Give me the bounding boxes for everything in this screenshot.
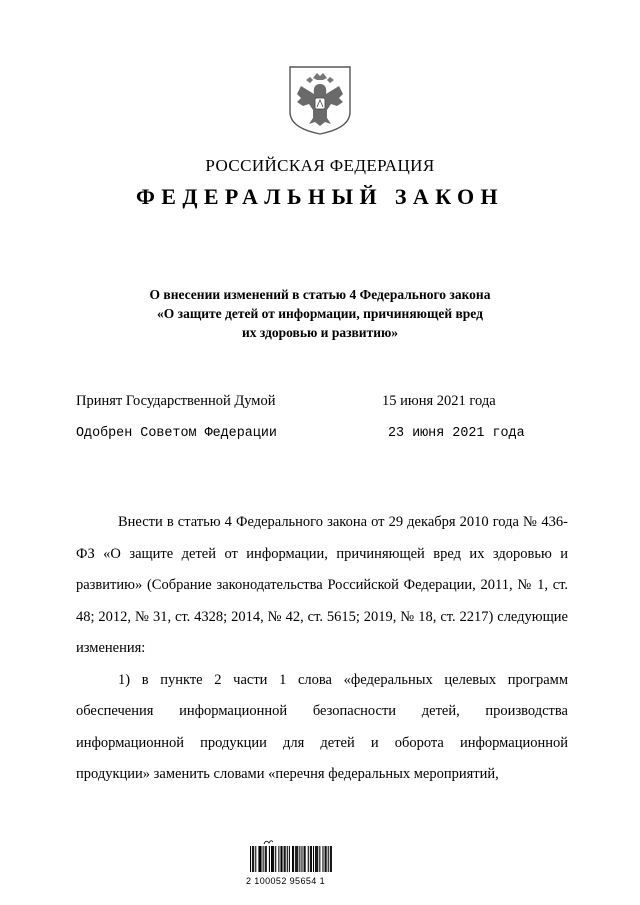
duma-adoption-label: Принят Государственной Думой bbox=[76, 393, 276, 409]
law-title bbox=[80, 285, 560, 342]
council-approval-label: Одобрен Советом Федерации bbox=[76, 426, 277, 441]
barcode bbox=[250, 838, 332, 877]
council-approval-date: 23 июня 2021 года bbox=[388, 426, 525, 441]
item-1-paragraph: 1) в пункте 2 части 1 слова «федеральных целевых программ обеспечения информационной безопасности детей, производства информационной продукции для детей и оборота информационной продукции» заменить словами «перечня федеральных мероприятий, bbox=[76, 671, 568, 782]
barcode-number: 2 100052 95654 1 bbox=[246, 876, 325, 886]
intro-paragraph: Внести в статью 4 Федерального закона от 29 декабря 2010 года № 436-ФЗ «О защите детей от информации, причиняющей вред их здоровью и развитию» (Собрание законодательства Российской Федерации, 2011, № 1, ст. 48; 2012, № 31, ст. 4328; 2014, № 42, ст. 5615; 2019, № 18, ст. 2217) следующие изменения: bbox=[76, 514, 568, 656]
barcode-icon bbox=[250, 838, 332, 872]
law-title-line-2: «О защите детей от информации, причиняющей вред bbox=[157, 306, 483, 321]
document-type: ФЕДЕРАЛЬНЫЙ ЗАКОН bbox=[135, 184, 505, 209]
law-title-line-3: их здоровью и развитию» bbox=[241, 325, 399, 340]
state-emblem-icon bbox=[287, 64, 353, 136]
law-title-line-1: О внесении изменений в статью 4 Федерального закона bbox=[149, 287, 491, 302]
law-body bbox=[76, 507, 568, 791]
duma-adoption-date: 15 июня 2021 года bbox=[382, 393, 496, 409]
state-name: РОССИЙСКАЯ ФЕДЕРАЦИЯ bbox=[205, 156, 435, 175]
